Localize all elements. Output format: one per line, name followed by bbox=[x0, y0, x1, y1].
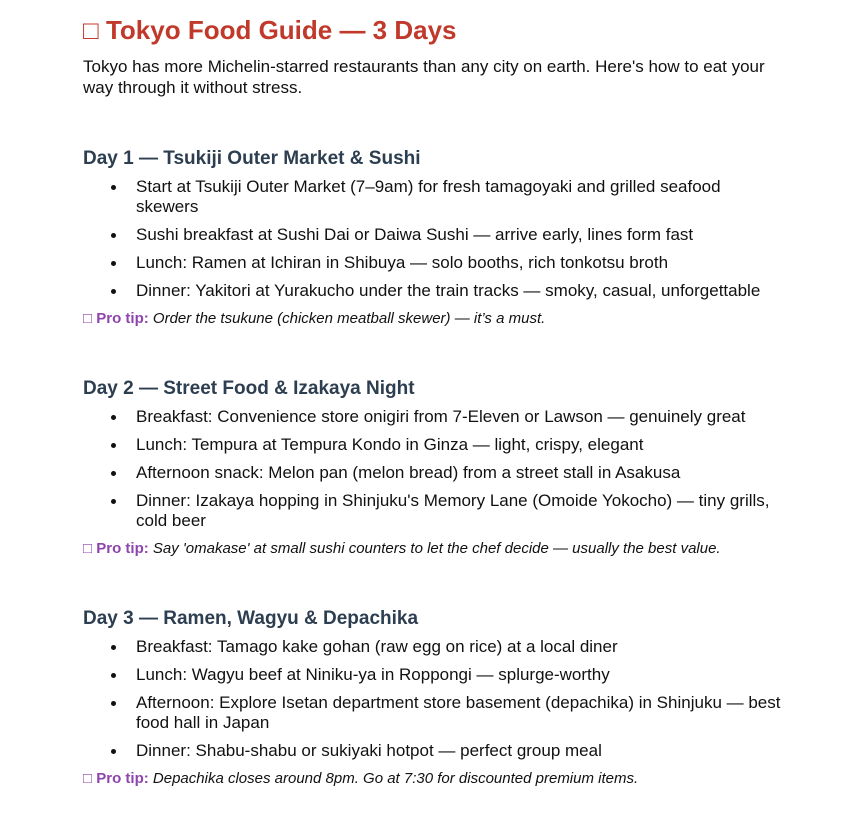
day-1-heading: Day 1 — Tsukiji Outer Market & Sushi bbox=[83, 148, 421, 169]
pro-tip-label: Pro tip: bbox=[96, 540, 149, 557]
list-item: Lunch: Ramen at Ichiran in Shibuya — solo booths, rich tonkotsu broth bbox=[136, 253, 783, 273]
day-2-heading: Day 2 — Street Food & Izakaya Night bbox=[83, 378, 415, 399]
pro-tip-text: Order the tsukune (chicken meatball skewer) — it’s a must. bbox=[152, 310, 546, 327]
pro-tip-text: Say 'omakase' at small sushi counters to let the chef decide — usually the best value. bbox=[152, 540, 721, 557]
intro-paragraph: Tokyo has more Michelin-starred restaurants than any city on earth. Here's how to eat your way through it without stress. bbox=[83, 57, 765, 97]
list-item: Breakfast: Convenience store onigiri from 7-Eleven or Lawson — genuinely great bbox=[136, 407, 783, 427]
day-3-section bbox=[83, 607, 783, 788]
page-title-text: Tokyo Food Guide — 3 Days bbox=[105, 15, 457, 45]
list-item: Start at Tsukiji Outer Market (7–9am) for fresh tamagoyaki and grilled seafood skewers bbox=[136, 177, 783, 217]
day-2-section bbox=[83, 377, 783, 558]
list-item: Afternoon snack: Melon pan (melon bread) from a street stall in Asakusa bbox=[136, 463, 783, 483]
day-3-list bbox=[83, 637, 783, 761]
tip-icon: □ bbox=[83, 540, 93, 557]
tip-icon: □ bbox=[83, 770, 93, 787]
day-3-pro-tip bbox=[83, 769, 783, 788]
page-title bbox=[83, 14, 783, 46]
food-icon: □ bbox=[83, 15, 99, 45]
pro-tip-label: Pro tip: bbox=[96, 770, 149, 787]
list-item: Dinner: Yakitori at Yurakucho under the train tracks — smoky, casual, unforgettable bbox=[136, 281, 783, 301]
day-2-list bbox=[83, 407, 783, 531]
list-item: Lunch: Wagyu beef at Niniku-ya in Roppongi — splurge-worthy bbox=[136, 665, 783, 685]
day-1-section bbox=[83, 147, 783, 328]
day-1-pro-tip bbox=[83, 309, 783, 328]
day-3-heading: Day 3 — Ramen, Wagyu & Depachika bbox=[83, 608, 419, 629]
list-item: Sushi breakfast at Sushi Dai or Daiwa Sushi — arrive early, lines form fast bbox=[136, 225, 783, 245]
list-item: Lunch: Tempura at Tempura Kondo in Ginza — light, crispy, elegant bbox=[136, 435, 783, 455]
list-item: Dinner: Izakaya hopping in Shinjuku's Memory Lane (Omoide Yokocho) — tiny grills, cold beer bbox=[136, 491, 783, 531]
day-1-list bbox=[83, 177, 783, 301]
list-item: Dinner: Shabu-shabu or sukiyaki hotpot — perfect group meal bbox=[136, 741, 783, 761]
list-item: Breakfast: Tamago kake gohan (raw egg on rice) at a local diner bbox=[136, 637, 783, 657]
list-item: Afternoon: Explore Isetan department store basement (depachika) in Shinjuku — best food hall in Japan bbox=[136, 693, 783, 733]
pro-tip-label: Pro tip: bbox=[96, 310, 149, 327]
pro-tip-text: Depachika closes around 8pm. Go at 7:30 for discounted premium items. bbox=[152, 770, 639, 787]
day-2-pro-tip bbox=[83, 539, 783, 558]
tip-icon: □ bbox=[83, 310, 93, 327]
